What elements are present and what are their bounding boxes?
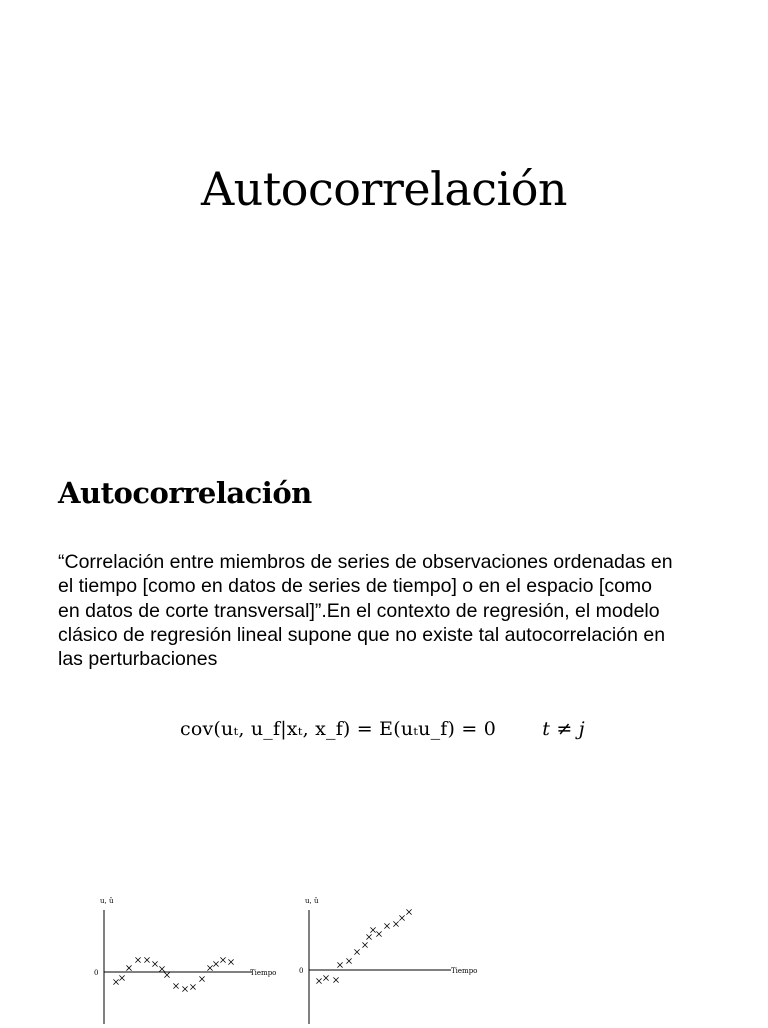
residual-mark: [362, 942, 367, 947]
residual-plot-left-svg: [90, 890, 290, 1024]
slide-title: Autocorrelación: [200, 162, 568, 216]
residual-plot-left: [90, 890, 290, 1024]
paragraph-line: el tiempo [como en datos de series de tiempo] o en el espacio [como: [58, 575, 652, 598]
paragraph-line: clásico de regresión lineal supone que no existe tal autocorrelación en: [58, 623, 666, 646]
residual-mark: [384, 923, 389, 928]
residual-mark: [182, 986, 187, 991]
residual-mark: [173, 983, 178, 988]
residual-mark: [213, 961, 218, 966]
residual-mark: [346, 958, 351, 963]
residual-mark: [323, 975, 328, 980]
residual-mark: [406, 909, 411, 914]
residual-mark: [376, 931, 381, 936]
x-axis-label: Tiempo: [451, 967, 478, 975]
residual-plot-right-svg: [295, 890, 495, 1024]
formula-equation: cov(uₜ, u_f|xₜ, x_f) = E(uₜu_f) = 0: [180, 718, 497, 740]
zero-label: 0: [94, 969, 99, 977]
residual-mark: [220, 957, 225, 962]
zero-label: 0: [299, 967, 304, 975]
x-axis-label: Tiempo: [250, 969, 277, 977]
residual-mark: [316, 978, 321, 983]
paragraph-line: en datos de corte transversal]”.En el contexto de regresión, el modelo: [58, 599, 660, 622]
definition-paragraph: [58, 550, 728, 671]
residual-marks: [316, 909, 411, 983]
residual-mark: [144, 957, 149, 962]
residual-mark: [126, 965, 131, 970]
residual-mark: [366, 934, 371, 939]
covariance-formula: [180, 718, 585, 740]
residual-mark: [228, 959, 233, 964]
y-axis-label: u, û: [305, 897, 319, 905]
formula-condition: t ≠ j: [542, 718, 585, 740]
residual-mark: [164, 972, 169, 977]
residual-marks: [113, 957, 233, 991]
residual-mark: [159, 966, 164, 971]
paragraph-line: “Correlación entre miembros de series de observaciones ordenadas en: [58, 551, 673, 573]
residual-mark: [333, 977, 338, 982]
residual-mark: [199, 976, 204, 981]
residual-mark: [190, 984, 195, 989]
residual-mark: [399, 915, 404, 920]
paragraph-line: las perturbaciones: [58, 648, 218, 671]
residual-mark: [119, 975, 124, 980]
residual-mark: [135, 957, 140, 962]
residual-mark: [337, 962, 342, 967]
residual-plot-right: [295, 890, 495, 1024]
residual-mark: [207, 965, 212, 970]
residual-mark: [393, 921, 398, 926]
residual-mark: [152, 961, 157, 966]
y-axis-label: u, û: [100, 897, 114, 905]
residual-mark: [113, 979, 118, 984]
section-heading: Autocorrelación: [58, 476, 312, 510]
residual-mark: [370, 927, 375, 932]
residual-mark: [354, 949, 359, 954]
